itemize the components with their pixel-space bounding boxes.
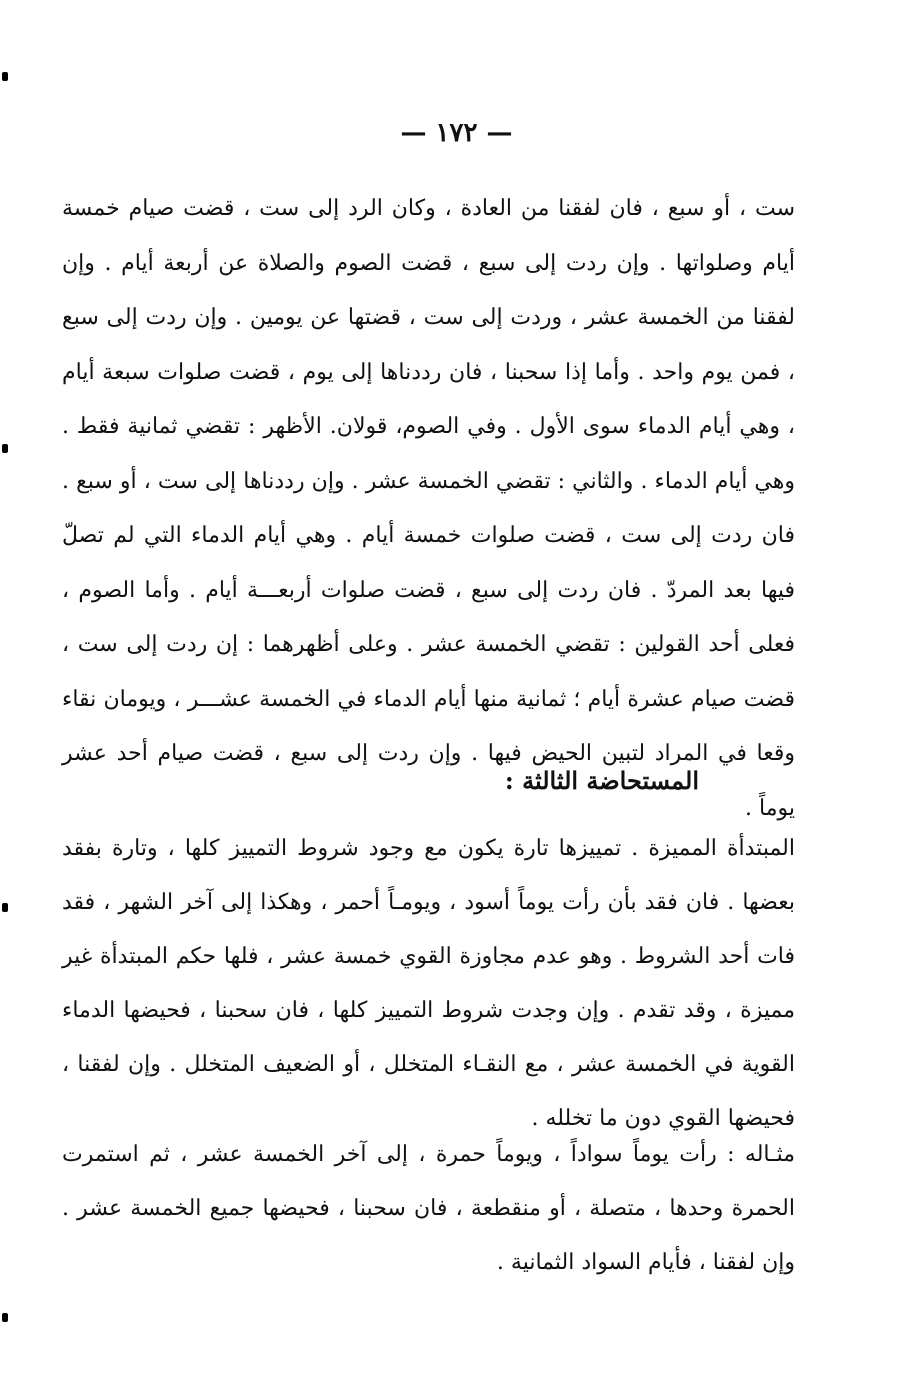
text-block-3 [62, 1128, 795, 1290]
margin-mark [2, 72, 8, 81]
paragraph-2: المبتدأة المميزة . تمييزها تارة يكون مع وجود شروط التمييز كلها ، وتارة بفقد بعضها . فان فقد بأن رأت يوماً أسود ، ويومـاً أحمر ، وهكذا إلى آخر الشهر ، فقد فات أحد الشروط . وهو عدم مجاوزة القوي خمسة عشر ، فلها حكم المبتدأة غير مميزة ، وقد تقدم . وإن وجدت شروط التمييز كلها ، فان سحبنا ، فحيضها الدماء القوية في الخمسة عشر ، مع النقـاء المتخلل ، أو الضعيف المتخلل . وإن لفقنا ، فحيضها القوي دون ما تخلله . [62, 836, 796, 1131]
margin-mark [2, 903, 8, 912]
margin-mark [2, 1313, 8, 1322]
section-heading: المستحاضة الثالثة : [504, 766, 699, 795]
paragraph-1: ست ، أو سبع ، فان لفقنا من العادة ، وكان الرد إلى ست ، قضت صيام خمسة أيام وصلواتها . وإن ردت إلى سبع ، قضت الصوم والصلاة عن أربعة أيام . وإن لفقنا من الخمسة عشر ، وردت إلى ست ، قضتها عن يومين . وإن ردت إلى سبع ، فمن يوم واحد . وأما إذا سحبنا ، فان رددناها إلى يوم ، قضت صلوات سبعة أيام ، وهي أيام الدماء سوى الأول . وفي الصوم، قولان. الأظهر : تقضي ثمانية فقط . وهي أيام الدماء . والثاني : تقضي الخمسة عشر . وإن رددناها إلى ست ، أو سبع . فان ردت إلى ست ، قضت صلوات خمسة أيام . وهي أيام الدماء التي لم تصلّ فيها بعد المردّ . فان ردت إلى سبع ، قضت صلوات أربعـــة أيام . وأما الصوم ، فعلى أحد القولين : تقضي الخمسة عشر . وعلى أظهرهما : إن ردت إلى ست ، قضت صيام عشرة أيام ؛ ثمانية منها أيام الدماء في الخمسة عشـــر ، ويومان نقاء وقعا في المراد لتبين الحيض فيها . وإن ردت إلى سبع ، قضت صيام أحد عشر يوماً . [62, 196, 796, 821]
margin-mark [2, 444, 8, 453]
paragraph-3: مثـاله : رأت يوماً سواداً ، ويوماً حمرة ، إلى آخر الخمسة عشر ، ثم استمرت الحمرة وحدها ، متصلة ، أو منقطعة ، فان سحبنا ، فحيضها جميع الخمسة عشر . وإن لفقنا ، فأيام السواد الثمانية . [62, 1142, 795, 1275]
text-block-2 [62, 822, 795, 1146]
page-number: — ١٧٢ — [400, 118, 513, 148]
text-block-1 [62, 182, 795, 836]
